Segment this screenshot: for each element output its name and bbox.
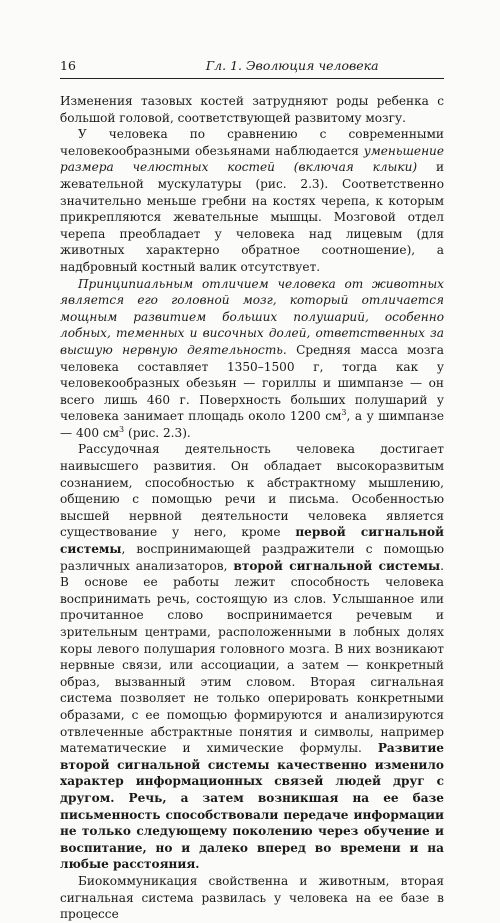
paragraph-3-text-2: , а у шимпанзе — 400 см: [60, 409, 445, 440]
book-page: [60, 58, 444, 923]
superscript-2: 3: [119, 424, 125, 434]
paragraph-4-bold-conclusion: Развитие второй сигнальной системы качественно изменило характер информационных связей людей друг с другом. Речь, а затем возникшая на ее базе письменность способствовали передаче информации не только следующему поколению через обучение и воспитание, но и далеко вперед во времени и на любые расстояния.: [60, 741, 444, 872]
page-header: [60, 58, 444, 79]
paragraph-3: [60, 276, 444, 442]
superscript-1: 3: [341, 408, 347, 418]
paragraph-2-text-2: и жевательной мускулатуры (рис. 2.3). Соответственно значительно меньше гребни на костях черепа, к которым прикрепляются жевательные мышцы. Мозговой отдел черепа преобладает у человека над лицевым (для животных характерно обратное соотношение), а надбровный костный валик отсутствует.: [60, 160, 445, 274]
paragraph-5: Биокоммуникация свойственна и животным, вторая сигнальная система развилась у человека на ее базе в процессе: [60, 873, 444, 922]
paragraph-2: [60, 126, 444, 275]
term-second-signal-system: второй сигнальной системы: [233, 558, 441, 573]
paragraph-1: Изменения тазовых костей затрудняют роды ребенка с большой головой, соответствующей развитому мозгу.: [60, 94, 444, 125]
paragraph-3-text-1: Средняя масса мозга человека составляет 1350–1500 г, тогда как у человекообразных обезьян — гориллы и шимпанзе — он всего лишь 460 г. Поверхность больших полушарий у человека занимает площадь около 1200 см: [60, 342, 445, 424]
term-first-signal-system: первой сигнальной системы: [60, 525, 444, 557]
page-body: [60, 93, 444, 923]
paragraph-4-text-3: . В основе ее работы лежит способность человека воспринимать речь, состоящую из слов. Услышанное или прочитанное слово воспринимается речевым и зрительным центрами, расположенными в лобных долях коры левого полушария головного мозга. В них возникают нервные связи, или ассоциации, а затем — конкретный образ, вызванный этим словом. Вторая сигнальная система позволяет не только оперировать конкретными образами, с ее помощью формируются и анализируются отвлеченные абстрактные понятия и символы, например математические и химические формулы.: [60, 558, 444, 756]
paragraph-4-text-1: Рассудочная деятельность человека достигает наивысшего развития. Он обладает высокоразвитым сознанием, способностью к абстрактному мышлению, общению с помощью речи и письма. Особенностью высшей нервной деятельности человека является существование у него, кроме: [60, 442, 444, 540]
page-number: 16: [60, 58, 76, 73]
paragraph-2-text-1: У человека по сравнению с современными человекообразными обезьянами наблюдается: [60, 127, 444, 158]
running-title: Гл. 1. Эволюция человека: [205, 58, 379, 73]
paragraph-2-emphasis: уменьшение размера челюстных костей (включая клыки): [60, 143, 444, 175]
paragraph-4: [60, 441, 444, 872]
paragraph-4-text-2: , воспринимающей раздражители с помощью различных анализаторов,: [60, 542, 444, 573]
paragraph-3-emphasis: Принципиальным отличием человека от животных является его головной мозг, который отличается мощным развитием больших полушарий, особенно лобных, теменных и височных долей, ответственных за высшую нервную деятельность.: [60, 276, 444, 357]
paragraph-3-text-3: (рис. 2.3).: [124, 425, 191, 440]
